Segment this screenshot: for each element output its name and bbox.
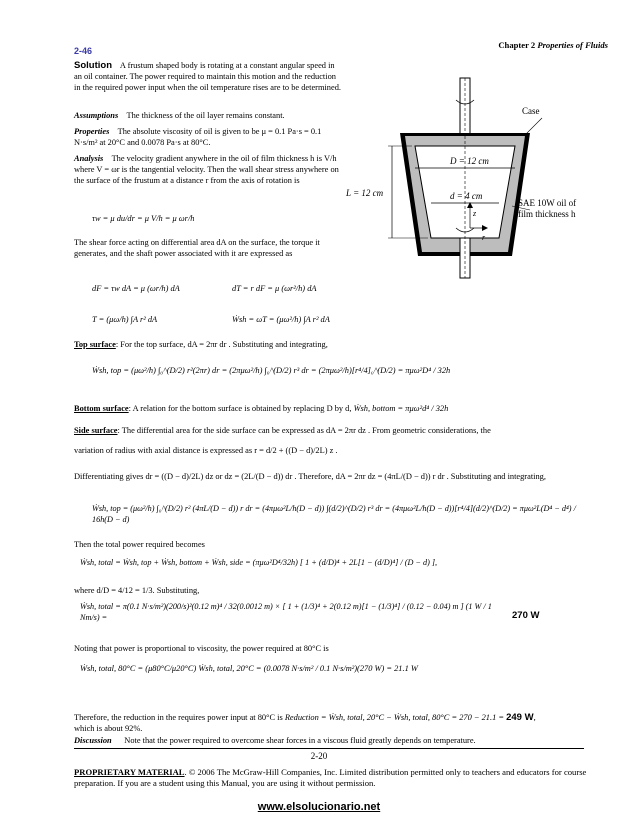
discussion-text: Note that the power required to overcome shear forces in a viscous fluid greatly depends on temperature. xyxy=(124,736,476,745)
bottom-surface-text: : A relation for the bottom surface is obtained by replacing D by d, xyxy=(128,404,352,413)
properties-text: The absolute viscosity of oil is given to be μ = 0.1 Pa·s = 0.1 N·s/m² at 20°C and 0.0078 Pa·s at 80°C. xyxy=(74,127,322,147)
dF-equation: dF = τw dA = μ (ωr/h) dA xyxy=(92,284,180,293)
reduction-equation: Reduction = Ẇsh, total, 20°C − Ẇsh, total, 80°C = 270 − 21.1 = xyxy=(284,713,505,722)
footer-rule xyxy=(74,748,584,749)
bottom-surface-equation: Ẇsh, bottom = πμω²d⁴ / 32h xyxy=(353,404,449,413)
reduction-text: Therefore, the reduction in the requires power input at 80°C is xyxy=(74,713,283,722)
side-surface-text1: : The differential area for the side surface can be expressed as dA = 2πr dz . From geometric considerations, the xyxy=(117,426,491,435)
power-80c-equation: Ẇsh, total, 80°C = (μ80°C/μ20°C) Ẇsh, total, 20°C = (0.0078 N·s/m² / 0.1 N·s/m²)(270 W) = 21.1 W xyxy=(80,664,418,673)
torque-equation: T = (μω/h) ∫A r² dA xyxy=(92,315,158,324)
side-surface-paragraph xyxy=(74,426,584,437)
solution-paragraph xyxy=(74,60,344,94)
assumptions-label: Assumptions xyxy=(74,111,119,120)
r-label: r xyxy=(482,233,486,242)
properties-label: Properties xyxy=(74,127,110,136)
frustum-figure xyxy=(346,78,592,278)
z-label: z xyxy=(473,209,477,218)
top-surface-paragraph xyxy=(74,340,584,351)
substitution-paragraph: where d/D = 4/12 = 1/3. Substituting, xyxy=(74,586,200,595)
assumptions-text: The thickness of the oil layer remains constant. xyxy=(126,111,285,120)
case-label: Case xyxy=(522,106,540,116)
oil-label-line1: SAE 10W oil of xyxy=(518,198,577,208)
dT-equation: dT = r dF = μ (ωr²/h) dA xyxy=(232,284,317,293)
solution-text: A frustum shaped body is rotating at a constant angular speed in an oil container. The power required to maintain this motion and the reduction in the required power input when the oil temperature rises are to be determined. xyxy=(74,61,341,92)
side-surface-text2: variation of radius with axial distance is expressed as r = d/2 + ((D − d)/2L) z . xyxy=(74,446,338,455)
reduction-paragraph xyxy=(74,712,584,724)
page-number: 2-20 xyxy=(310,751,328,761)
L-label: L = 12 cm xyxy=(346,188,384,198)
total-power-paragraph: Then the total power required becomes xyxy=(74,540,205,549)
total-power-equation: Ẇsh, total = Ẇsh, top + Ẇsh, bottom + Ẇsh, side = (πμω²D⁴/32h) [ 1 + (d/D)⁴ + 2L[1 − (d/D)⁴] / (D − d) ], xyxy=(80,558,438,567)
reduction-result: 249 W xyxy=(506,712,534,723)
proprietary-label: PROPRIETARY MATERIAL xyxy=(74,767,185,777)
chapter-header xyxy=(498,40,608,51)
top-surface-equation: Ẇsh, top = (μω²/h) ∫₀^(D/2) r²(2πr) dr = (2πμω²/h) ∫₀^(D/2) r³ dr = (2πμω²/h)[r⁴/4]₀^(D/2) = πμω²D⁴ / 32h xyxy=(92,366,451,375)
assumptions-paragraph xyxy=(74,111,344,122)
shaft-top xyxy=(460,78,470,136)
footer-notice xyxy=(74,767,594,789)
shear-stress-equation: τw = μ du/dr = μ V/h = μ ωr/h xyxy=(92,214,195,223)
oil-label-line2: film thickness h xyxy=(518,209,576,219)
d-label: d = 4 cm xyxy=(450,191,483,201)
chapter-number: Chapter 2 xyxy=(498,40,536,50)
shear-force-paragraph: The shear force acting on differential area dA on the surface, the torque it generates, and the shaft power associated with it are expressed as xyxy=(74,238,320,258)
top-surface-label: Top surface xyxy=(74,340,116,349)
problem-number: 2-46 xyxy=(74,46,93,56)
viscosity-paragraph: Noting that power is proportional to viscosity, the power required at 80°C is xyxy=(74,644,329,653)
side-surface-text3: Differentiating gives dr = ((D − d)/2L) dz or dz = (2L/(D − d)) dr . Therefore, dA = 2πr dz = (4πL/(D − d)) r dr . Substituting and integrating, xyxy=(74,472,546,481)
side-surface-label: Side surface xyxy=(74,426,118,435)
analysis-paragraph xyxy=(74,154,344,186)
footer-text: . © 2006 The McGraw-Hill Companies, Inc. Limited distribution permitted only to teachers and educators for course preparation. If you are a student using this Manual, you are using it without permission. xyxy=(74,767,587,788)
substitution-equation: Ẇsh, total = π(0.1 N·s/m²)(200/s)²(0.12 m)⁴ / 32(0.0012 m) × [ 1 + (1/3)⁴ + 2(0.12 m)[1 − (1/3)⁴] / (0.12 − 0.04) m ] (1 W / 1 Nm/s) = xyxy=(80,602,492,622)
solution-label: Solution xyxy=(74,60,112,71)
about-paragraph: which is about 92%. xyxy=(74,724,143,733)
total-power-result: 270 W xyxy=(512,610,540,621)
properties-paragraph xyxy=(74,127,344,149)
shaft-power-equation: Ẇsh = ωT = (μω²/h) ∫A r² dA xyxy=(232,315,330,324)
bottom-surface-label: Bottom surface xyxy=(74,404,129,413)
D-label: D = 12 cm xyxy=(450,156,489,166)
top-surface-text: : For the top surface, dA = 2πr dr . Substituting and integrating, xyxy=(115,340,328,349)
reduction-tail: , xyxy=(533,713,536,722)
analysis-label: Analysis xyxy=(74,154,104,163)
discussion-label: Discussion xyxy=(74,736,112,745)
bottom-surface-paragraph xyxy=(74,404,584,415)
website-link[interactable]: www.elsolucionario.net xyxy=(257,801,381,813)
discussion-paragraph xyxy=(74,736,584,747)
chapter-title: Properties of Fluids xyxy=(537,40,608,50)
analysis-text: The velocity gradient anywhere in the oil of film thickness h is V/h where V = ωr is the tangential velocity. Then the wall shear stress anywhere on the surface of the frustum at a distance r from the axis of rotation is xyxy=(74,154,339,185)
side-surface-equation: Ẇsh, top = (μω²/h) ∫₀^(D/2) r² (4πL/(D − d)) r dr = (4πμω²L/h(D − d)) ∫(d/2)^(D/2) r³ dr = (4πμω²L/h(D − d))[r⁴/4](d/2)^(D/2) = πμω²L(D⁴ − d⁴) / 16h(D − d) xyxy=(92,504,576,524)
